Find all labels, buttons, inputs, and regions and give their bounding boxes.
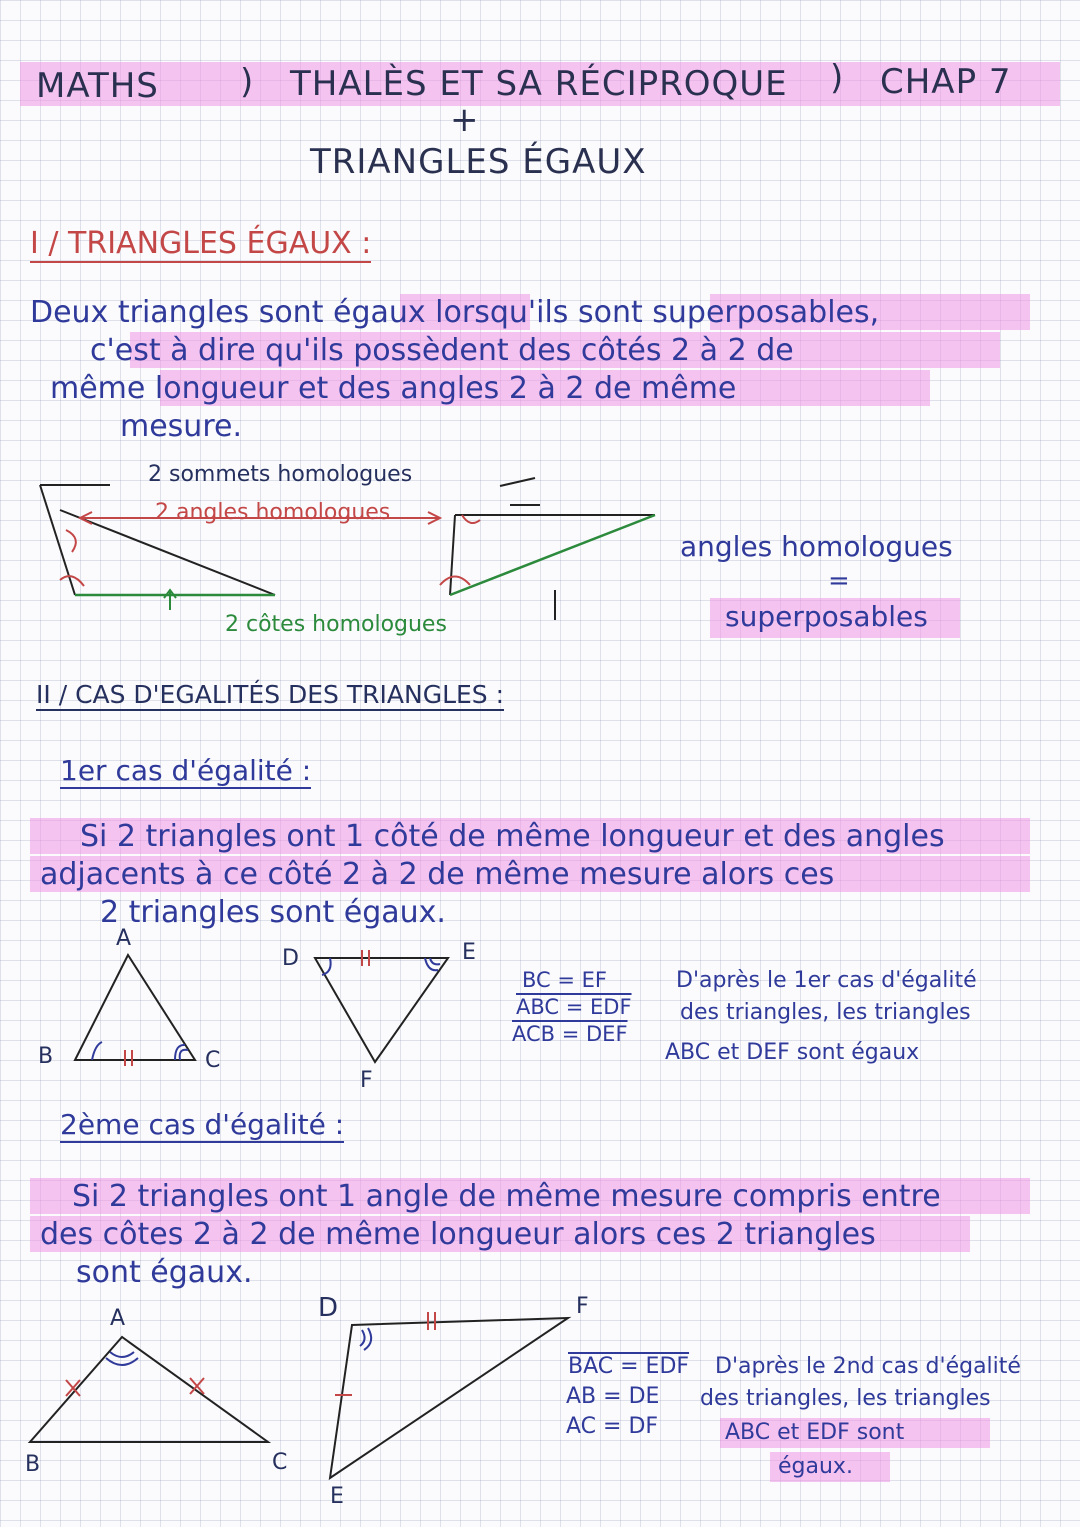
chapter-number: CHAP 7: [880, 62, 1012, 102]
label-cotes-homologues: 2 côtes homologues: [225, 612, 447, 637]
case2-point-f: F: [576, 1294, 589, 1319]
case2-conclusion-1: D'après le 2nd cas d'égalité: [715, 1354, 1021, 1379]
section1-heading: I / TRIANGLES ÉGAUX :: [30, 226, 372, 261]
case2-text-line1: Si 2 triangles ont 1 angle de même mesure compris entre: [72, 1179, 941, 1214]
case1-point-d: D: [282, 946, 299, 971]
bracket-glyph-1: ): [240, 62, 255, 102]
label-sommets-homologues: 2 sommets homologues: [148, 462, 413, 487]
case1-text-line1: Si 2 triangles ont 1 côté de même longueur et des angles: [80, 819, 945, 854]
definition-line-3: même longueur et des angles 2 à 2 de même: [50, 371, 737, 406]
bracket-glyph-2: ): [830, 58, 845, 98]
case1-point-b: B: [38, 1044, 54, 1069]
case2-eq-2: AB = DE: [566, 1384, 660, 1409]
case2-point-c: C: [272, 1450, 288, 1475]
case2-label: 2ème cas d'égalité :: [60, 1108, 345, 1141]
case2-conclusion-3: ABC et EDF sont: [725, 1420, 905, 1445]
label-angles-homologues: 2 angles homologues: [155, 500, 391, 525]
case1-eq-3: ACB = DEF: [512, 1022, 628, 1046]
side-note-line1: angles homologues: [680, 530, 953, 563]
case1-point-c: C: [205, 1048, 221, 1073]
case1-point-e: E: [462, 940, 476, 965]
case2-conclusion-4: égaux.: [778, 1454, 853, 1479]
triangle-abc-2-shape: [30, 1337, 268, 1442]
case1-text-line3: 2 triangles sont égaux.: [100, 895, 446, 930]
case2-text-line3: sont égaux.: [76, 1255, 253, 1290]
section2-heading: II / CAS D'EGALITÉS DES TRIANGLES :: [36, 680, 505, 709]
case2-point-d: D: [318, 1293, 339, 1323]
side-note-line2: superposables: [725, 600, 928, 633]
chapter-title-line1: THALÈS ET SA RÉCIPROQUE: [290, 64, 788, 104]
case2-point-b: B: [25, 1452, 41, 1477]
case2-eq-3: AC = DF: [566, 1414, 659, 1439]
definition-line-1: Deux triangles sont égaux lorsqu'ils sont superposables,: [30, 295, 880, 330]
case2-text-line2: des côtes 2 à 2 de même longueur alors ces 2 triangles: [40, 1217, 876, 1252]
case1-label: 1er cas d'égalité :: [60, 754, 312, 787]
side-note-equals: =: [828, 566, 850, 596]
case1-point-f: F: [360, 1068, 373, 1093]
triangle-def-2-shape: [330, 1312, 568, 1478]
case1-eq-1: BC = EF: [522, 968, 607, 992]
case2-point-e: E: [330, 1484, 344, 1509]
case2-conclusion-2: des triangles, les triangles: [700, 1386, 991, 1411]
title-plus: +: [450, 100, 480, 140]
case1-point-a: A: [116, 926, 132, 951]
subject-label: MATHS: [36, 66, 159, 106]
case1-conclusion-3: ABC et DEF sont égaux: [665, 1040, 920, 1065]
case1-text-line2: adjacents à ce côté 2 à 2 de même mesure alors ces: [40, 857, 835, 892]
definition-line-4: mesure.: [120, 409, 242, 444]
case1-eq-2: ABC = EDF: [516, 995, 632, 1019]
chapter-title-line2: TRIANGLES ÉGAUX: [310, 142, 647, 182]
case1-conclusion-2: des triangles, les triangles: [680, 1000, 971, 1025]
case1-conclusion-1: D'après le 1er cas d'égalité: [676, 968, 977, 993]
definition-line-2: c'est à dire qu'ils possèdent des côtés 2 à 2 de: [90, 333, 794, 368]
case2-eq-1: BAC = EDF: [568, 1354, 690, 1379]
case2-point-a: A: [110, 1306, 126, 1331]
